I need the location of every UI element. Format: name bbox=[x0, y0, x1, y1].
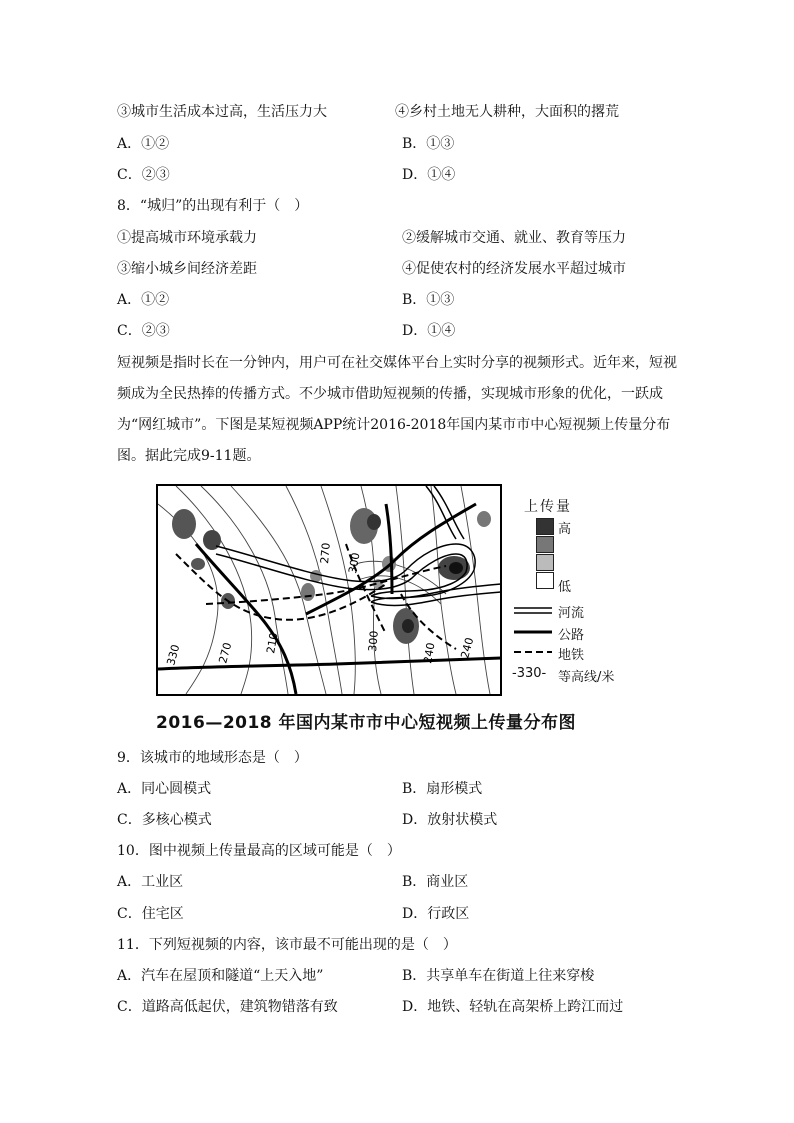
q7-choice-a: A．①② bbox=[117, 136, 170, 152]
q8-choice-c: C．②③ bbox=[117, 323, 170, 339]
q9-choice-b: B．扇形模式 bbox=[402, 781, 483, 797]
contour-label: 270 bbox=[216, 641, 235, 665]
q10-choice-a: A．工业区 bbox=[117, 874, 184, 890]
q8-choice-a: A．①② bbox=[117, 292, 170, 308]
q7-option-4: ④乡村土地无人耕种，大面积的撂荒 bbox=[395, 104, 619, 120]
q9-choice-c: C．多核心模式 bbox=[117, 812, 212, 828]
legend-contour-value: -330- bbox=[512, 666, 547, 681]
contour-label: 300 bbox=[366, 630, 381, 653]
legend-river: 河流 bbox=[558, 606, 585, 621]
map-legend bbox=[512, 490, 662, 690]
q7-choice-c: C．②③ bbox=[117, 167, 170, 183]
q11-choice-b: B．共享单车在街道上往来穿梭 bbox=[402, 968, 595, 984]
q10-choice-b: B．商业区 bbox=[402, 874, 469, 890]
legend-swatch-high bbox=[536, 518, 554, 535]
q10-stem: 10．图中视频上传量最高的区域可能是（ ） bbox=[117, 843, 401, 859]
q9-stem: 9．该城市的地域形态是（ ） bbox=[117, 750, 308, 766]
legend-high: 高 bbox=[558, 522, 572, 537]
q10-choice-d: D．行政区 bbox=[402, 906, 470, 922]
map-svg bbox=[156, 484, 502, 696]
q11-stem: 11．下列短视频的内容，该市最不可能出现的是（ ） bbox=[117, 937, 457, 953]
contour-label: 240 bbox=[421, 641, 438, 665]
q8-choice-b: B．①③ bbox=[402, 292, 455, 308]
city-map bbox=[156, 484, 502, 696]
legend-road: 公路 bbox=[558, 628, 585, 643]
q7-choice-b: B．①③ bbox=[402, 136, 455, 152]
q8-option-4: ④促使农村的经济发展水平超过城市 bbox=[402, 261, 626, 277]
q9-choice-d: D．放射状模式 bbox=[402, 812, 498, 828]
q8-option-2: ②缓解城市交通、就业、教育等压力 bbox=[402, 230, 626, 246]
q11-choice-c: C．道路高低起伏，建筑物错落有致 bbox=[117, 999, 338, 1015]
legend-swatch-mid bbox=[536, 536, 554, 553]
q8-option-1: ①提高城市环境承载力 bbox=[117, 230, 257, 246]
q11-choice-a: A．汽车在屋顶和隧道“上天入地” bbox=[117, 968, 324, 984]
passage-text: 短视频是指时长在一分钟内，用户可在社交媒体平台上实时分享的视频形式。近年来，短视频成为全民热捧的传播方式。不少城市借助短视频的传播，实现城市形象的优化，一跃成为“网红城市”。下图是某短视频APP统计2016-2018年国内某市市中心短视频上传量分布图。据此完成9-11题。 bbox=[117, 355, 677, 464]
q8-stem: 8．“城归”的出现有利于（ ） bbox=[117, 198, 309, 214]
legend-contour: 等高线/米 bbox=[558, 670, 615, 685]
legend-low: 低 bbox=[558, 580, 572, 595]
contour-label: 240 bbox=[458, 636, 477, 660]
q10-choice-c: C．住宅区 bbox=[117, 906, 184, 922]
q11-choice-d: D．地铁、轻轨在高架桥上跨江而过 bbox=[402, 999, 624, 1015]
legend-title: 上传量 bbox=[524, 499, 572, 515]
q8-option-3: ③缩小城乡间经济差距 bbox=[117, 261, 257, 277]
contour-label: 300 bbox=[346, 551, 363, 575]
contour-label: 330 bbox=[164, 643, 183, 667]
legend-swatch-midlow bbox=[536, 554, 554, 571]
legend-swatch-low bbox=[536, 572, 554, 589]
q7-choice-d: D．①④ bbox=[402, 167, 456, 183]
contour-label: 210 bbox=[264, 631, 281, 655]
legend-subway: 地铁 bbox=[558, 648, 585, 663]
q9-choice-a: A．同心圆模式 bbox=[117, 781, 212, 797]
figure-caption: 2016—2018 年国内某市市中心短视频上传量分布图 bbox=[156, 713, 577, 733]
q7-option-3: ③城市生活成本过高，生活压力大 bbox=[117, 104, 327, 120]
contour-label: 270 bbox=[318, 542, 333, 565]
q8-choice-d: D．①④ bbox=[402, 323, 456, 339]
